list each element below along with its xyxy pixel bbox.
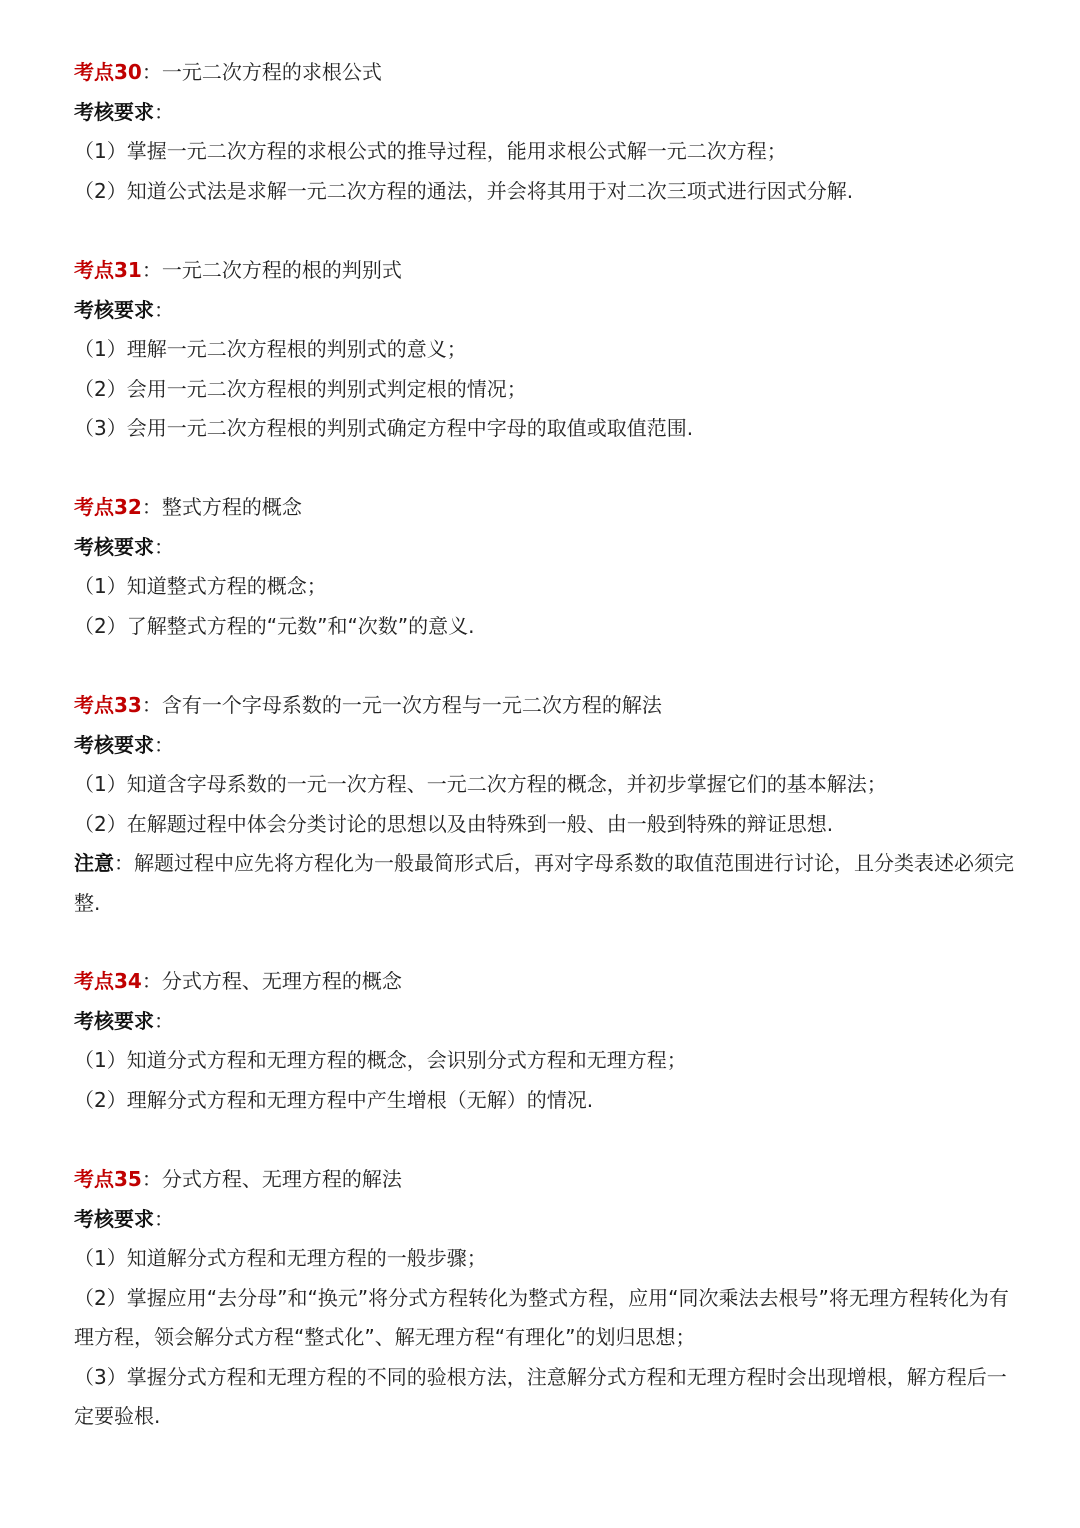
- section-label: 考点33: [74, 693, 142, 717]
- requirement-heading: 考核要求：: [74, 534, 174, 559]
- section-heading: 考点32：整式方程的概念: [74, 495, 302, 519]
- note-paragraph: 注意：解题过程中应先将方程化为一般最简形式后，再对字母系数的取值范围进行讨论，且分类表述必须完整.: [74, 851, 1014, 915]
- requirement-heading: 考核要求：: [74, 297, 174, 322]
- section-label: 考点35: [74, 1167, 142, 1191]
- note-text: 解题过程中应先将方程化为一般最简形式后，再对字母系数的取值范围进行讨论，且分类表述必须完整.: [74, 851, 1014, 915]
- section-30: [74, 53, 1014, 211]
- section-heading: 考点33：含有一个字母系数的一元一次方程与一元二次方程的解法: [74, 693, 662, 717]
- section-title: 含有一个字母系数的一元一次方程与一元二次方程的解法: [161, 693, 662, 717]
- requirement-heading: 考核要求：: [74, 1206, 174, 1231]
- requirement-heading: 考核要求：: [74, 732, 174, 757]
- list-item: （2）掌握应用“去分母”和“换元”将分式方程转化为整式方程，应用“同次乘法去根号”将无理方程转化为有理方程，领会解分式方程“整式化”、解无理方程“有理化”的划归思想；: [74, 1285, 1009, 1349]
- list-item: （2）了解整式方程的“元数”和“次数”的意义.: [74, 613, 475, 638]
- list-item: （1）掌握一元二次方程的求根公式的推导过程，能用求根公式解一元二次方程；: [74, 139, 787, 163]
- section-title: 整式方程的概念: [161, 495, 302, 519]
- section-title: 分式方程、无理方程的概念: [161, 969, 402, 993]
- note-label: 注意: [74, 851, 114, 875]
- list-item: （3）掌握分式方程和无理方程的不同的验根方法，注意解分式方程和无理方程时会出现增根，解方程后一定要验根.: [74, 1364, 1007, 1428]
- section-label: 考点34: [74, 969, 142, 993]
- list-item: （2）会用一元二次方程根的判别式判定根的情况；: [74, 376, 527, 401]
- section-31: [74, 251, 1014, 449]
- section-title: 分式方程、无理方程的解法: [161, 1167, 402, 1191]
- section-heading: 考点35：分式方程、无理方程的解法: [74, 1167, 402, 1191]
- section-label: 考点31: [74, 258, 142, 282]
- section-33: [74, 686, 1014, 923]
- requirement-label: 考核要求: [74, 1206, 154, 1231]
- section-35: [74, 1160, 1014, 1437]
- list-item: （2）在解题过程中体会分类讨论的思想以及由特殊到一般、由一般到特殊的辩证思想.: [74, 811, 834, 836]
- section-32: [74, 488, 1014, 646]
- list-item: （1）理解一元二次方程根的判别式的意义；: [74, 337, 467, 361]
- section-34: [74, 962, 1014, 1120]
- requirement-label: 考核要求: [74, 297, 154, 322]
- requirement-label: 考核要求: [74, 732, 154, 757]
- section-title: 一元二次方程的根的判别式: [161, 258, 402, 282]
- section-label: 考点32: [74, 495, 142, 519]
- list-item: （2）理解分式方程和无理方程中产生增根（无解）的情况.: [74, 1087, 594, 1112]
- section-title: 一元二次方程的求根公式: [161, 60, 382, 84]
- list-item: （1）知道解分式方程和无理方程的一般步骤；: [74, 1246, 487, 1270]
- list-item: （1）知道分式方程和无理方程的概念，会识别分式方程和无理方程；: [74, 1048, 687, 1072]
- list-item: （1）知道含字母系数的一元一次方程、一元二次方程的概念，并初步掌握它们的基本解法；: [74, 772, 887, 796]
- requirement-label: 考核要求: [74, 99, 154, 124]
- section-label: 考点30: [74, 60, 142, 84]
- section-heading: 考点31：一元二次方程的根的判别式: [74, 258, 402, 282]
- list-item: （3）会用一元二次方程根的判别式确定方程中字母的取值或取值范围.: [74, 416, 694, 440]
- section-heading: 考点30：一元二次方程的求根公式: [74, 60, 382, 84]
- requirement-label: 考核要求: [74, 1008, 154, 1033]
- list-item: （2）知道公式法是求解一元二次方程的通法，并会将其用于对二次三项式进行因式分解.: [74, 178, 854, 203]
- list-item: （1）知道整式方程的概念；: [74, 574, 327, 598]
- section-heading: 考点34：分式方程、无理方程的概念: [74, 969, 402, 993]
- requirement-label: 考核要求: [74, 534, 154, 559]
- requirement-heading: 考核要求：: [74, 99, 174, 124]
- requirement-heading: 考核要求：: [74, 1008, 174, 1033]
